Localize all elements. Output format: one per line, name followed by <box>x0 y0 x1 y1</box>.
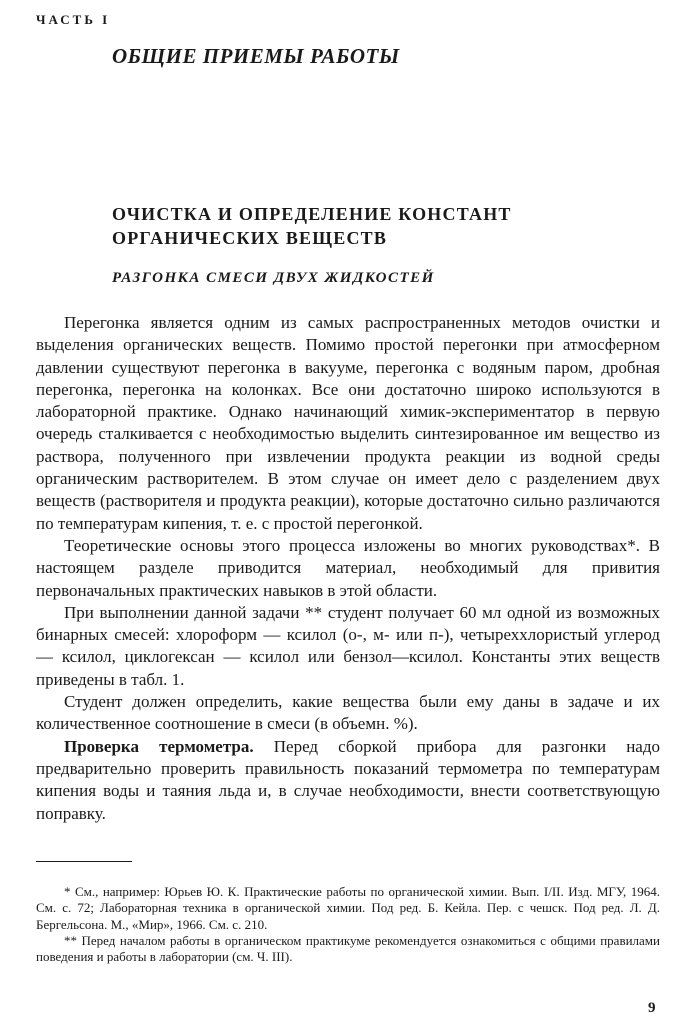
section-heading-line2: ОРГАНИЧЕСКИХ ВЕЩЕСТВ <box>112 228 388 248</box>
paragraph-thermometer <box>36 736 660 825</box>
section-heading <box>112 202 632 250</box>
footnote: * См., например: Юрьев Ю. К. Практические работы по органической химии. Вып. I/II. Изд. МГУ, 1964. См. с. 72; Лабораторная техника в органической химии. Под ред. Б. Кейла. Пер. с чешск. Под ред. Л. Д. Бергельсона. М., «Мир», 1966. См. с. 210. <box>36 884 660 932</box>
body-text <box>36 312 660 825</box>
part-label: ЧАСТЬ I <box>36 12 111 27</box>
paragraph: При выполнении данной задачи ** студент получает 60 мл одной из возможных бинарных смесей: хлороформ — ксилол (о-, м- или п-), четыреххлористый углерод — ксилол, циклогексан — ксилол или бензол—ксилол. Константы этих веществ приведены в табл. 1. <box>36 602 660 689</box>
part-title: ОБЩИЕ ПРИЕМЫ РАБОТЫ <box>112 44 400 68</box>
paragraph: Теоретические основы этого процесса изложены во многих руководствах*. В настоящем разделе приводится материал, необходимый для привития первоначальных практических навыков в этой области. <box>36 535 660 600</box>
footnotes <box>36 884 660 965</box>
page-number: 9 <box>648 1000 656 1016</box>
paragraph: Студент должен определить, какие вещества были ему даны в задаче и их количественное соотношение в смеси (в объемн. %). <box>36 692 660 734</box>
thermometer-lead: Проверка термометра. <box>64 736 254 756</box>
subsection-heading: РАЗГОНКА СМЕСИ ДВУХ ЖИДКОСТЕЙ <box>112 270 435 286</box>
footnote: ** Перед началом работы в органическом практикуме рекомендуется ознакомиться с общими правилами поведения и работы в лаборатории (см. Ч. III). <box>36 932 660 965</box>
footnote-divider <box>36 861 132 862</box>
thermometer-text: Перед сборкой прибора для разгонки надо предварительно проверить правильность показаний термометра по температурам кипения воды и таяния льда и, в случае необходимости, внести соответствующую поправку. <box>36 736 660 823</box>
paragraph: Перегонка является одним из самых распространенных методов очистки и выделения органических веществ. Помимо простой перегонки при атмосферном давлении существуют перегонка в вакууме, перегонка с водяным паром, дробная перегонка, перегонка на колонках. Все они достаточно широко используются в лабораторной практике. Однако начинающий химик-экспериментатор в первую очередь сталкивается с необходимостью выделить синтезированное им вещество из раствора, полученного при извлечении продукта реакции из водной среды органическим растворителем. В этом случае он имеет дело с разделением двух веществ (растворителя и продукта реакции), которые достаточно сильно различаются по температурам кипения, т. е. с простой перегонкой. <box>36 313 660 533</box>
section-heading-line1: ОЧИСТКА И ОПРЕДЕЛЕНИЕ КОНСТАНТ <box>112 204 512 224</box>
